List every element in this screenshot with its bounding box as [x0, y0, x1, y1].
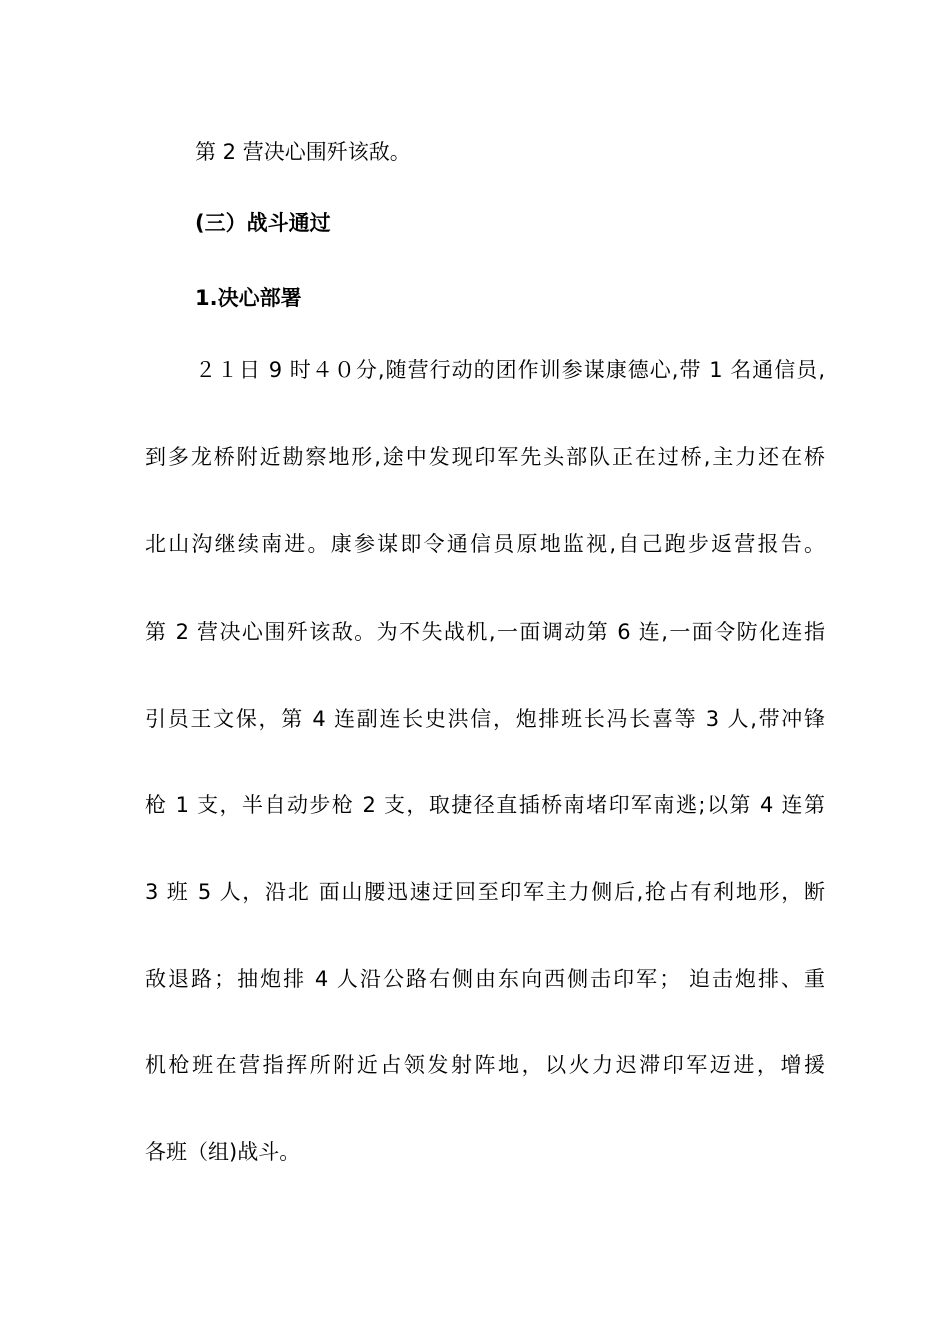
paragraph-line: 引员王文保，第 4 连副连长史洪信，炮排班长冯长喜等 3 人,带冲锋: [145, 707, 825, 731]
paragraph-line: ２１日 9 时４０分,随营行动的团作训参谋康德心,带 1 名通信员,: [195, 358, 825, 382]
paragraph-line: 敌退路；抽炮排 4 人沿公路右侧由东向西侧击印军； 迫击炮排、重: [145, 967, 825, 991]
subsection-heading: 1.决心部署: [195, 286, 302, 310]
paragraph-line-last: 各班（组)战斗。: [145, 1140, 301, 1164]
paragraph-line: 到多龙桥附近勘察地形,途中发现印军先头部队正在过桥,主力还在桥: [145, 445, 825, 469]
paragraph-line: 3 班 5 人，沿北 面山腰迅速迂回至印军主力侧后,抢占有利地形，断: [145, 880, 825, 904]
paragraph-line: 机枪班在营指挥所附近占领发射阵地，以火力迟滞印军迈进，增援: [145, 1053, 825, 1077]
paragraph-line: 北山沟继续南进。康参谋即令通信员原地监视,自己跑步返营报告。: [145, 532, 825, 556]
text-line-continued: 第 2 营决心围歼该敌。: [195, 140, 411, 164]
section-heading: (三）战斗通过: [195, 211, 331, 235]
paragraph-line: 枪 1 支，半自动步枪 2 支，取捷径直插桥南堵印军南逃;以第 4 连第: [145, 793, 825, 817]
paragraph-line: 第 2 营决心围歼该敌。为不失战机,一面调动第 6 连,一面令防化连指: [145, 620, 825, 644]
